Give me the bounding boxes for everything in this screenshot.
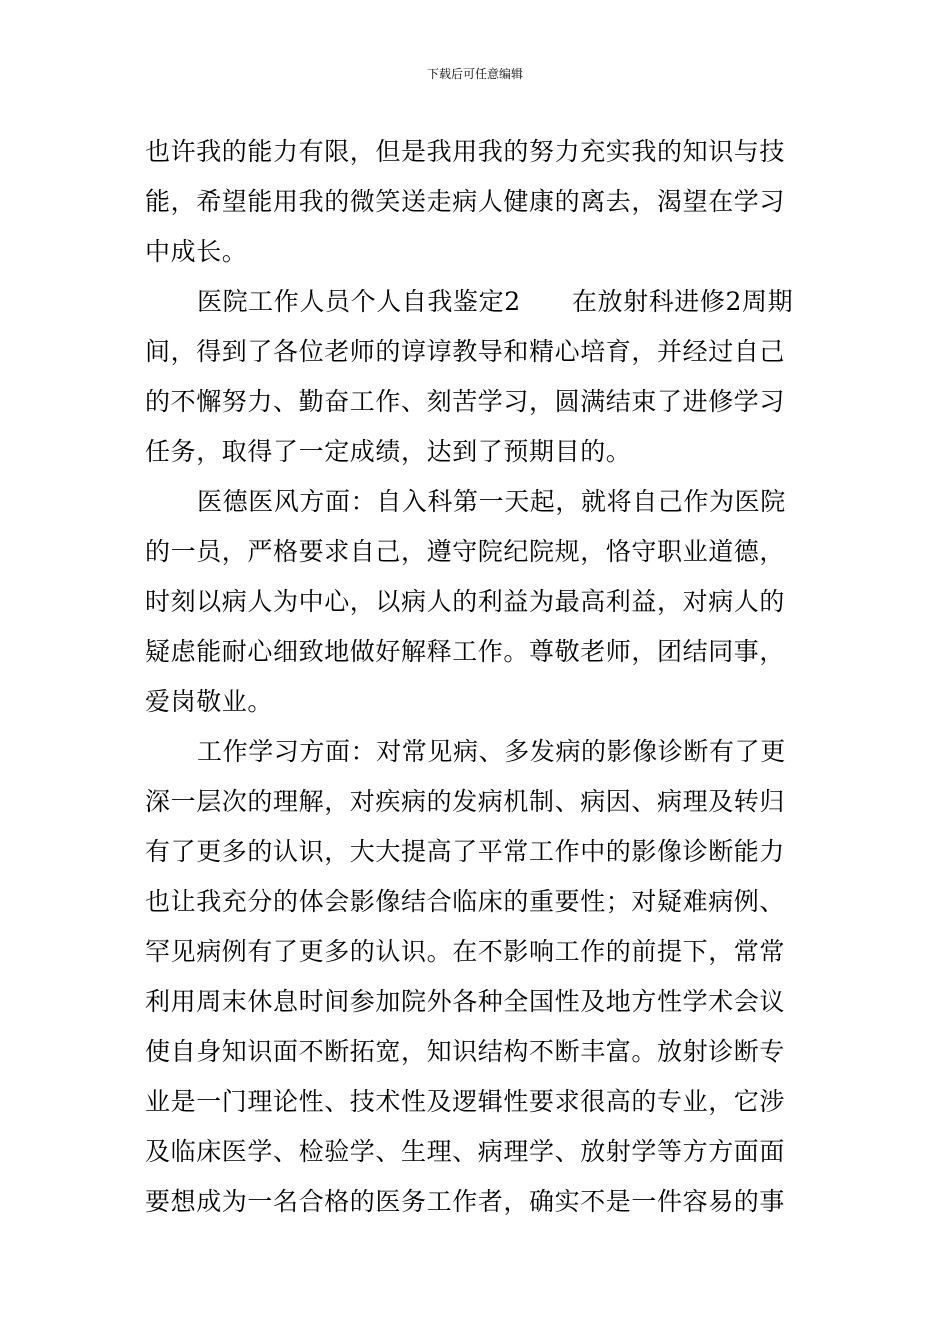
text-line: 深一层次的理解，对疾病的发病机制、病因、病理及转归 [145, 787, 786, 816]
text-line: 的一员，严格要求自己，遵守院纪院规，恪守职业道德， [145, 537, 786, 566]
text-line: 及临床医学、检验学、生理、病理学、放射学等方方面面 [145, 1137, 786, 1166]
paragraph-3 [145, 477, 805, 727]
text-line: 爱岗敬业。 [145, 687, 274, 716]
text-line: 医德医风方面：自入科第一天起，就将自己作为医院 [197, 487, 786, 516]
text-line: 的不懈努力、勤奋工作、刻苦学习，圆满结束了进修学习 [145, 387, 786, 416]
text-line: 罕见病例有了更多的认识。在不影响工作的前提下，常常 [145, 937, 786, 966]
text-line: 使自身知识面不断拓宽，知识结构不断丰富。放射诊断专 [145, 1037, 786, 1066]
text-line: 也许我的能力有限，但是我用我的努力充实我的知识与技 [145, 137, 786, 166]
text-line: 中成长。 [145, 237, 248, 266]
paragraph-1 [145, 127, 805, 277]
text-line: 疑虑能耐心细致地做好解释工作。尊敬老师，团结同事， [145, 637, 786, 666]
text-line: 有了更多的认识，大大提高了平常工作中的影像诊断能力 [145, 837, 786, 866]
page-header: 下载后可任意编辑 [426, 67, 523, 81]
text-line: 任务，取得了一定成绩，达到了预期目的。 [145, 437, 632, 466]
document-body [145, 127, 805, 1227]
paragraph-4 [145, 727, 805, 1227]
text-line: 要想成为一名合格的医务工作者，确实不是一件容易的事 [145, 1187, 786, 1216]
text-line: 工作学习方面：对常见病、多发病的影像诊断有了更 [197, 737, 786, 766]
text-line: 时刻以病人为中心，以病人的利益为最高利益，对病人的 [145, 587, 786, 616]
text-line: 医院工作人员个人自我鉴定2 在放射科进修2周期 [197, 287, 794, 316]
text-line: 也让我充分的体会影像结合临床的重要性；对疑难病例、 [145, 887, 786, 916]
text-line: 利用周末休息时间参加院外各种全国性及地方性学术会议 [145, 987, 786, 1016]
text-line: 间，得到了各位老师的谆谆教导和精心培育，并经过自己 [145, 337, 786, 366]
text-line: 能，希望能用我的微笑送走病人健康的离去，渴望在学习 [145, 187, 786, 216]
paragraph-2 [145, 277, 805, 477]
text-line: 业是一门理论性、技术性及逻辑性要求很高的专业，它涉 [145, 1087, 786, 1116]
